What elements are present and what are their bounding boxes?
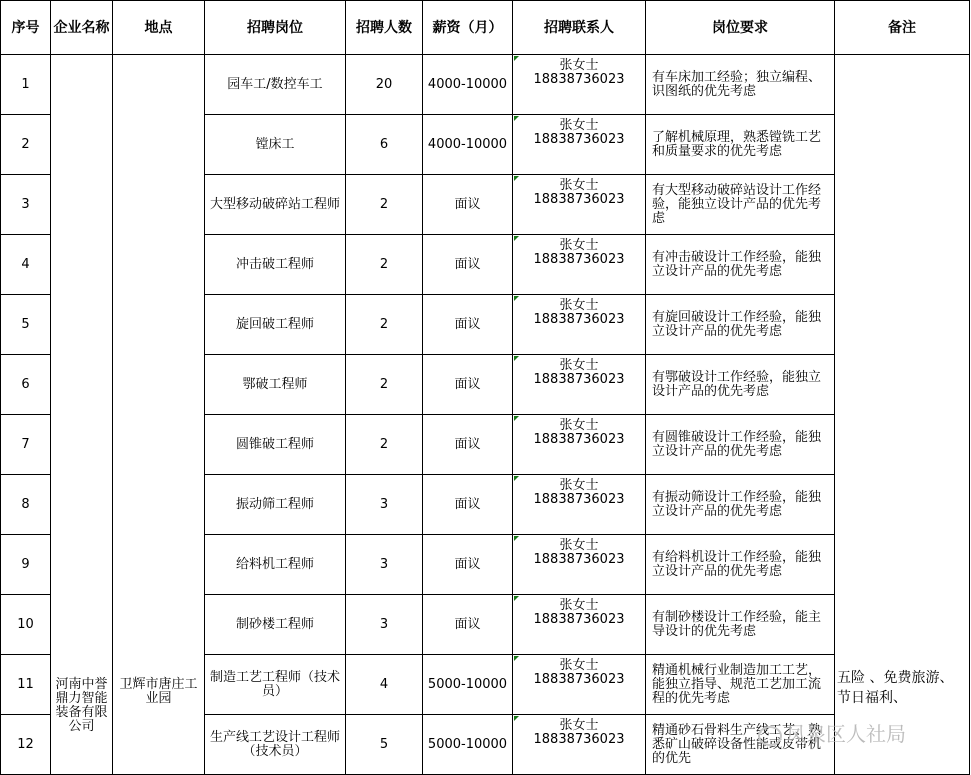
cell-contact: [513, 295, 646, 355]
cell-count: 2: [346, 235, 423, 295]
contact-name: 张女士: [559, 298, 599, 313]
cell-salary: 面议: [423, 235, 513, 295]
header-seq: 序号: [1, 1, 51, 55]
cell-position: 振动筛工程师: [205, 475, 346, 535]
cell-position: 给料机工程师: [205, 535, 346, 595]
cell-position: 园车工/数控车工: [205, 55, 346, 115]
cell-count: 3: [346, 475, 423, 535]
contact-name: 张女士: [559, 418, 599, 433]
contact-phone: 18838736023: [533, 432, 625, 447]
header-contact: 招聘联系人: [513, 1, 646, 55]
cell-contact: [513, 175, 646, 235]
cell-position: 大型移动破碎站工程师: [205, 175, 346, 235]
cell-seq: 5: [1, 295, 51, 355]
cell-salary: 面议: [423, 295, 513, 355]
cell-requirements: 有旋回破设计工作经验，能独立设计产品的优先考虑: [646, 295, 835, 355]
cell-seq: 1: [1, 55, 51, 115]
cell-requirements: 有车床加工经验；独立编程、识图纸的优先考虑: [646, 55, 835, 115]
cell-count: 5: [346, 715, 423, 775]
cell-count: 2: [346, 295, 423, 355]
cell-requirements: 有大型移动破碎站设计工作经验，能独立设计产品的优先考虑: [646, 175, 835, 235]
cell-seq: 9: [1, 535, 51, 595]
cell-contact: [513, 535, 646, 595]
contact-phone: 18838736023: [533, 732, 625, 747]
header-remarks: 备注: [835, 1, 970, 55]
cell-seq: 7: [1, 415, 51, 475]
header-position: 招聘岗位: [205, 1, 346, 55]
cell-requirements: 有鄂破设计工作经验，能独立设计产品的优先考虑: [646, 355, 835, 415]
contact-phone: 18838736023: [533, 552, 625, 567]
contact-name: 张女士: [559, 718, 599, 733]
cell-contact: [513, 475, 646, 535]
header-requirements: 岗位要求: [646, 1, 835, 55]
cell-count: 2: [346, 415, 423, 475]
cell-position: 圆锥破工程师: [205, 415, 346, 475]
cell-contact: [513, 595, 646, 655]
cell-salary: 4000-10000: [423, 55, 513, 115]
cell-seq: 2: [1, 115, 51, 175]
cell-requirements: 了解机械原理，熟悉镗铣工艺和质量要求的优先考虑: [646, 115, 835, 175]
cell-requirements: 有冲击破设计工作经验，能独立设计产品的优先考虑: [646, 235, 835, 295]
contact-phone: 18838736023: [533, 252, 625, 267]
cell-position: 旋回破工程师: [205, 295, 346, 355]
header-location: 地点: [113, 1, 205, 55]
table-row: [1, 55, 970, 115]
cell-contact: [513, 655, 646, 715]
cell-salary: 面议: [423, 415, 513, 475]
contact-name: 张女士: [559, 358, 599, 373]
contact-name: 张女士: [559, 658, 599, 673]
cell-requirements: 精通机械行业制造加工工艺，能独立指导、规范工艺加工流程的优先考虑: [646, 655, 835, 715]
cell-count: 4: [346, 655, 423, 715]
table-body: [1, 55, 970, 775]
cell-position: 镗床工: [205, 115, 346, 175]
cell-seq: 10: [1, 595, 51, 655]
wechat-icon: [758, 726, 782, 746]
contact-name: 张女士: [559, 178, 599, 193]
contact-name: 张女士: [559, 238, 599, 253]
cell-contact: [513, 355, 646, 415]
contact-phone: 18838736023: [533, 672, 625, 687]
cell-salary: 5000-10000: [423, 715, 513, 775]
cell-requirements: 有给料机设计工作经验，能独立设计产品的优先考虑: [646, 535, 835, 595]
contact-phone: 18838736023: [533, 612, 625, 627]
cell-seq: 3: [1, 175, 51, 235]
contact-name: 张女士: [559, 598, 599, 613]
contact-name: 张女士: [559, 538, 599, 553]
contact-phone: 18838736023: [533, 372, 625, 387]
cell-seq: 6: [1, 355, 51, 415]
cell-position: 冲击破工程师: [205, 235, 346, 295]
cell-requirements: 有振动筛设计工作经验，能独立设计产品的优先考虑: [646, 475, 835, 535]
cell-salary: 5000-10000: [423, 655, 513, 715]
cell-contact: [513, 235, 646, 295]
cell-salary: 4000-10000: [423, 115, 513, 175]
cell-position: 制造工艺工程师（技术员）: [205, 655, 346, 715]
cell-location: 卫辉市唐庄工业园: [113, 55, 205, 775]
cell-seq: 12: [1, 715, 51, 775]
cell-salary: 面议: [423, 475, 513, 535]
header-salary: 薪资（月）: [423, 1, 513, 55]
watermark: [758, 718, 906, 747]
cell-contact: [513, 715, 646, 775]
cell-salary: 面议: [423, 595, 513, 655]
contact-phone: 18838736023: [533, 192, 625, 207]
cell-seq: 4: [1, 235, 51, 295]
contact-phone: 18838736023: [533, 492, 625, 507]
header-company: 企业名称: [51, 1, 113, 55]
cell-seq: 8: [1, 475, 51, 535]
header-row: [1, 1, 970, 55]
contact-name: 张女士: [559, 58, 599, 73]
cell-requirements: 精通砂石骨料生产线工艺、熟悉矿山破碎设备性能或皮带机的优先: [646, 715, 835, 775]
cell-company: 河南中誉鼎力智能装备有限公司: [51, 55, 113, 775]
contact-phone: 18838736023: [533, 132, 625, 147]
cell-contact: [513, 55, 646, 115]
contact-name: 张女士: [559, 478, 599, 493]
contact-name: 张女士: [559, 118, 599, 133]
cell-position: 制砂楼工程师: [205, 595, 346, 655]
contact-phone: 18838736023: [533, 72, 625, 87]
cell-seq: 11: [1, 655, 51, 715]
cell-salary: 面议: [423, 355, 513, 415]
contact-phone: 18838736023: [533, 312, 625, 327]
cell-count: 2: [346, 175, 423, 235]
cell-salary: 面议: [423, 175, 513, 235]
cell-count: 3: [346, 595, 423, 655]
watermark-text: 凤泉区人社局: [786, 722, 906, 746]
cell-requirements: 有圆锥破设计工作经验，能独立设计产品的优先考虑: [646, 415, 835, 475]
cell-count: 6: [346, 115, 423, 175]
cell-remarks: 五险 、免费旅游、节日福利、: [835, 55, 970, 775]
cell-count: 20: [346, 55, 423, 115]
cell-count: 2: [346, 355, 423, 415]
cell-position: 生产线工艺设计工程师（技术员）: [205, 715, 346, 775]
cell-contact: [513, 415, 646, 475]
cell-requirements: 有制砂楼设计工作经验，能主导设计的优先考虑: [646, 595, 835, 655]
cell-position: 鄂破工程师: [205, 355, 346, 415]
cell-count: 3: [346, 535, 423, 595]
cell-contact: [513, 115, 646, 175]
header-count: 招聘人数: [346, 1, 423, 55]
cell-salary: 面议: [423, 535, 513, 595]
